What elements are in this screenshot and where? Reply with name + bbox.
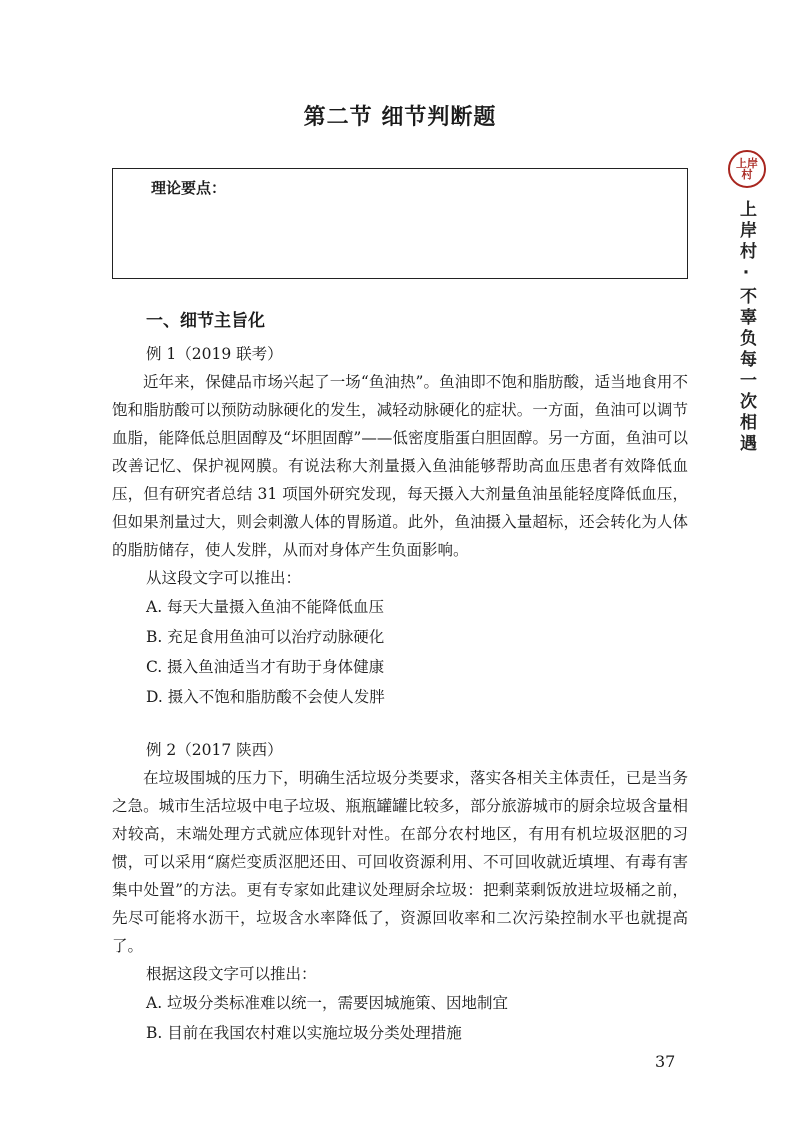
main-content bbox=[112, 306, 688, 1048]
option-a: A. 垃圾分类标准难以统一，需要因城施策、因地制宜 bbox=[146, 994, 509, 1012]
example-label: 例 2（2017 陕西） bbox=[146, 741, 283, 759]
option-c: C. 摄入鱼油适当才有助于身体健康 bbox=[146, 658, 385, 676]
example-paragraph: 在垃圾围城的压力下，明确生活垃圾分类要求，落实各相关主体责任，已是当务之急。城市生活垃圾中电子垃圾、瓶瓶罐罐比较多，部分旅游城市的厨余垃圾含量相对较高，末端处理方式就应体现针对性。在部分农村地区，有用有机垃圾沤肥的习惯，可以采用“腐烂变质沤肥还田、可回收资源利用、不可回收就近填埋、有毒有害集中处置”的方法。更有专家如此建议处理厨余垃圾：把剩菜剩饭放进垃圾桶之前，先尽可能将水沥干，垃圾含水率降低了，资源回收率和二次污染控制水平也就提高了。 bbox=[112, 769, 688, 955]
example-label: 例 1（2019 联考） bbox=[146, 345, 283, 363]
example-1 bbox=[112, 340, 688, 712]
vertical-slogan: 上岸村·不辜负每一次相遇 bbox=[736, 200, 756, 455]
example-paragraph: 近年来，保健品市场兴起了一场“鱼油热”。鱼油即不饱和脂肪酸，适当地食用不饱和脂肪酸可以预防动脉硬化的发生，减轻动脉硬化的症状。一方面，鱼油可以调节血脂，能降低总胆固醇及“坏胆固醇”——低密度脂蛋白胆固醇。另一方面，鱼油可以改善记忆、保护视网膜。有说法称大剂量摄入鱼油能够帮助高血压患者有效降低血压，但有研究者总结 31 项国外研究发现，每天摄入大剂量鱼油虽能轻度降低血压，但如果剂量过大，则会刺激人体的胃肠道。此外，鱼油摄入量超标，还会转化为人体的脂肪储存，使人发胖，从而对身体产生负面影响。 bbox=[112, 373, 688, 559]
question-prompt: 根据这段文字可以推出： bbox=[146, 965, 317, 983]
example-2 bbox=[112, 736, 688, 1048]
brand-seal-text: 上岸村 bbox=[736, 157, 758, 181]
option-b: B. 目前在我国农村难以实施垃圾分类处理措施 bbox=[146, 1024, 462, 1042]
option-d: D. 摄入不饱和脂肪酸不会使人发胖 bbox=[146, 688, 385, 706]
side-brand-mark bbox=[722, 150, 772, 455]
option-b: B. 充足食用鱼油可以治疗动脉硬化 bbox=[146, 628, 385, 646]
question-prompt: 从这段文字可以推出： bbox=[146, 569, 302, 587]
theory-points-box bbox=[112, 168, 688, 279]
page-number: 37 bbox=[655, 1052, 676, 1071]
option-a: A. 每天大量摄入鱼油不能降低血压 bbox=[146, 598, 385, 616]
spacer bbox=[112, 712, 688, 736]
section-heading: 一、细节主旨化 bbox=[146, 311, 265, 331]
page-title: 第二节 细节判断题 bbox=[303, 105, 497, 130]
theory-points-label: 理论要点： bbox=[151, 179, 227, 197]
brand-seal-logo bbox=[728, 150, 766, 188]
